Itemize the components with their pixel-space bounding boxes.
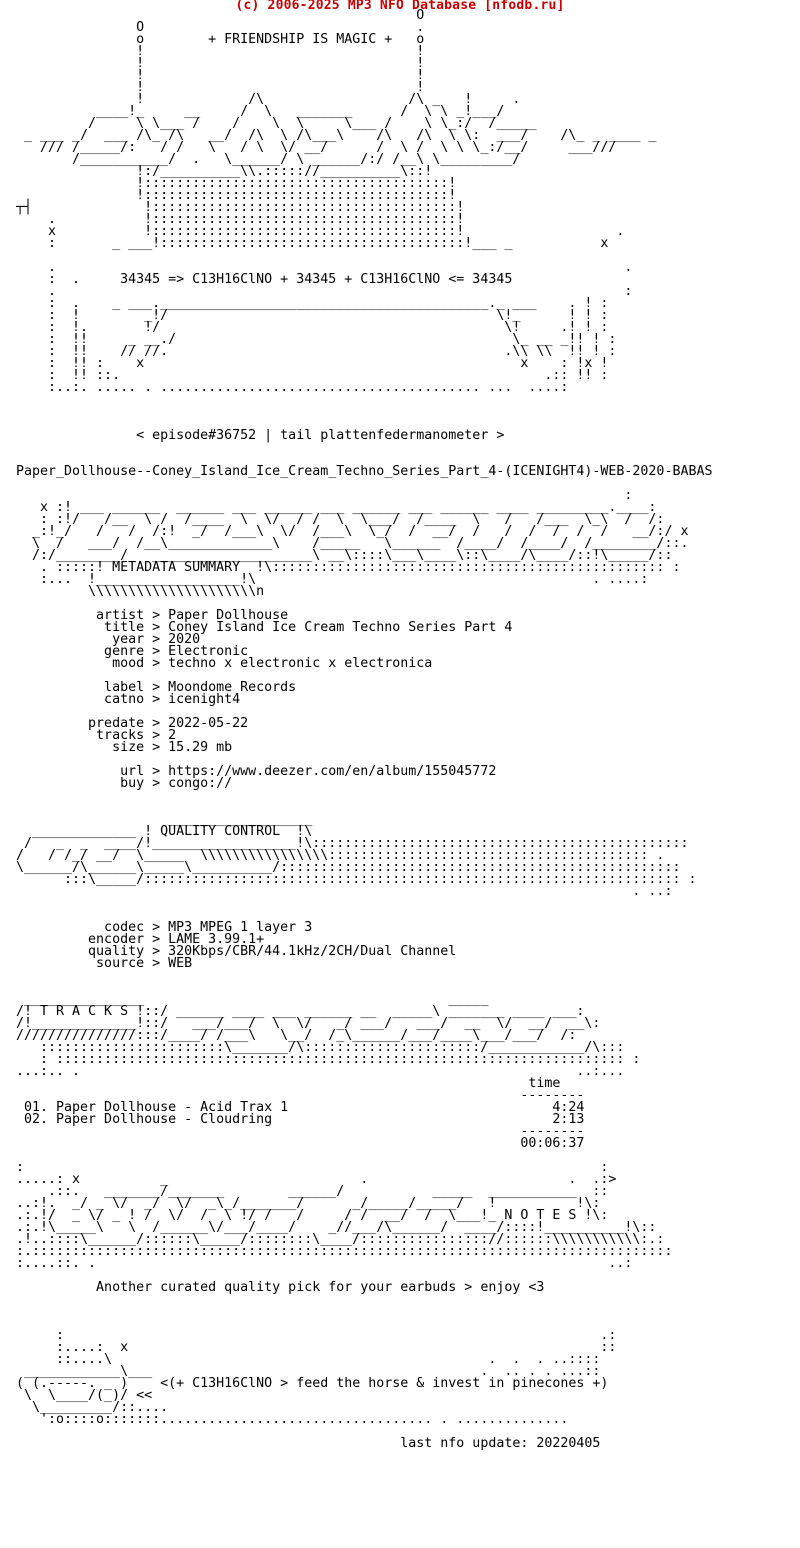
nfo-text-body: O O . o + FRIENDSHIP IS MAGIC + o ! ! ! ! ! ! ! ! ! /\ /\ _ ! . ____!_ __ / \ _______ / \ \ _!___/ / \ \___ / / \ \ \___ / \ \_:/ /_____ _ ___ _/ ___ /\_ /\ __/ /\ \ /\___\ /\ /\ \ \: ___/ /\_ _ ____ _ /// /_____/: / / \ / \ \/ __/ / \ / \ \ \_:/__/ ___/// /___________/ . \______/ \ ______/:/ /__\ \_________/ !:/__________\\.::::://__________\::! !::::::::::::::::::::::::::::::::::::::! !::::::::::::::::::::::::::::::::::::::! ┬┤ !::::::::::::::::::::::::::::::::::::::! . !::::::::::::::::::::::::::::::::::::::! x !::::::::::::::::::::::::::::::::::::::! . : _ ___!::::::::::::::::::::::::::::::::::::::!___ _ x . . : . 34345 => C13H16ClNO + 34345 + C13H16ClNO <= 34345 . : : . _ ___._________________________________________._ ___ . ! : : ! _!/ \!_ ! ! : : !. !/ \! .! ! : : !! _ __./ \_ __ _!! ! : : !! // //. .\\ \\ !! ! : : !! : x x : !x ! : !! ::. .:: !! : :..:. ..... . ........................................ ... ....: < episode#36752 | tail plattenfedermanometer > Paper_Dollhouse--Coney_Island_Ice_Cream_Techno_Series_Part_4-(ICENIGHT4)-WEB-2020-BABAS : x :! ___ ______ ______ ___ ______ ___ ______ ___ ______ ____ _________.____: : :!/ /__ \ / /____ \ \/ / / \ \___/ /____ \ / /___ \_\ / /: _:!_/ / / /:! _/ /___\ \/ /___\ \_/ / __/ / / / / / / __/:/ x \ / ___/ /__\_____________\ /_____ \______ /____/ /____/ /________/::. /:/________/ ____________________\ __\::::\___\____\::\____/\____/::!\_____/:: . :::::! METADATA SUMMARY !\::::::::::::::::::::::::::::::::::::::::::::::::: : :... !__________________!\ . ....: \\\\\\\\\\\\\\\\\\\\\n artist > Paper Dollhouse title > Coney Island Ice Cream Techno Series Part 4 year > 2020 genre > Electronic mood > techno x electronic x electronica label > Moondome Records catno > icenight4 predate > 2022-05-22 tracks > 2 size > 15.29 mb url > https://www.deezer.com/en/album/155045772 buy > congo:// __________________ _____________ ! QUALITY CONTROL !\ / _ _ ____/!__________________!\::::::::::::::::::::::::::::::::::::::::::::::: / / /_/ __/ \_____ \\\\\\\\\\\\\\\\:::::::::::::::::::::::::::::::::::::::: . \______/\______\_____\__________/:::::::::::::::::::::::::::::::::::::::::::::::::: :::\_____/::::::::::::::::::::::::::::::::::::::::::::::::::::::::::::::::::: : . ..: codec > MP3 MPEG 1 layer 3 encoder > LAME 3.99.1+ quality > 320Kbps/CBR/44.1kHz/2CH/Dual Channel source > WEB _______________ _____ /! T R A C K S !::/ ______ ____ ___ ______ __ _____\ _______ ____ ___: /!_____________!::/ ___/___/ \ \/ _/ ___/ ___/ __ \/ __/ __\: ///////////////:::/____/ /___\ \__/ /_\______/___/____\___/___/ /: :::::::::::::::::::::::\_______/\::::::::::::::::::::::/____________/\::: : ::::::::::::::::::::::::::::::::::::::::::::::::::::::::::::::::::::::: : ...:.. . ..:... time -------- 01. Paper Dollhouse - Acid Trax 1 4:24 02. Paper Dollhouse - Cloudring 2:13 -------- 00:06:37 : : .....: x _ . . .:> .::. _______/_______ ______/ _____ ___________ :: ..:!. _/ _ \/ _/ \/ _\_/_______/ _/_____/_____/ ! !\: .:.!/ _ \/ _ ! / \/ / \ !/ / / / / __/ / \___!_ N O T E S !\: .:.!\_____\ \ /______\/___/____/ _//___/\______/ ____/::::!__________!\:: .!..::::\______/::::::\_____/::::::::\____/:::::::::::::::://::::::\\\\\\\\\\\:.: :.:::::::::::::::::::::::::::::::::::::::::::::::::::::::::::::::::::::::::::::::: :....::. . ..: Another curated quality pick for your earbuds > enjoy <3 : .: :....: x :: ::....\ . . . ..:::: ____________\___ . .. . . ...:: ( (.-----. _ ) <(+ C13H16ClNO > feed the horse & invest in pinecones +) \ \____/(_)/ << \_________/::.... ':o::::o:::::::.................................. . .............. last nfo update: 20220405 (16, 8, 713, 1451)
site-header-credit: (c) 2006-2025 MP3 NFO Database [nfodb.ru] (235, 0, 565, 13)
